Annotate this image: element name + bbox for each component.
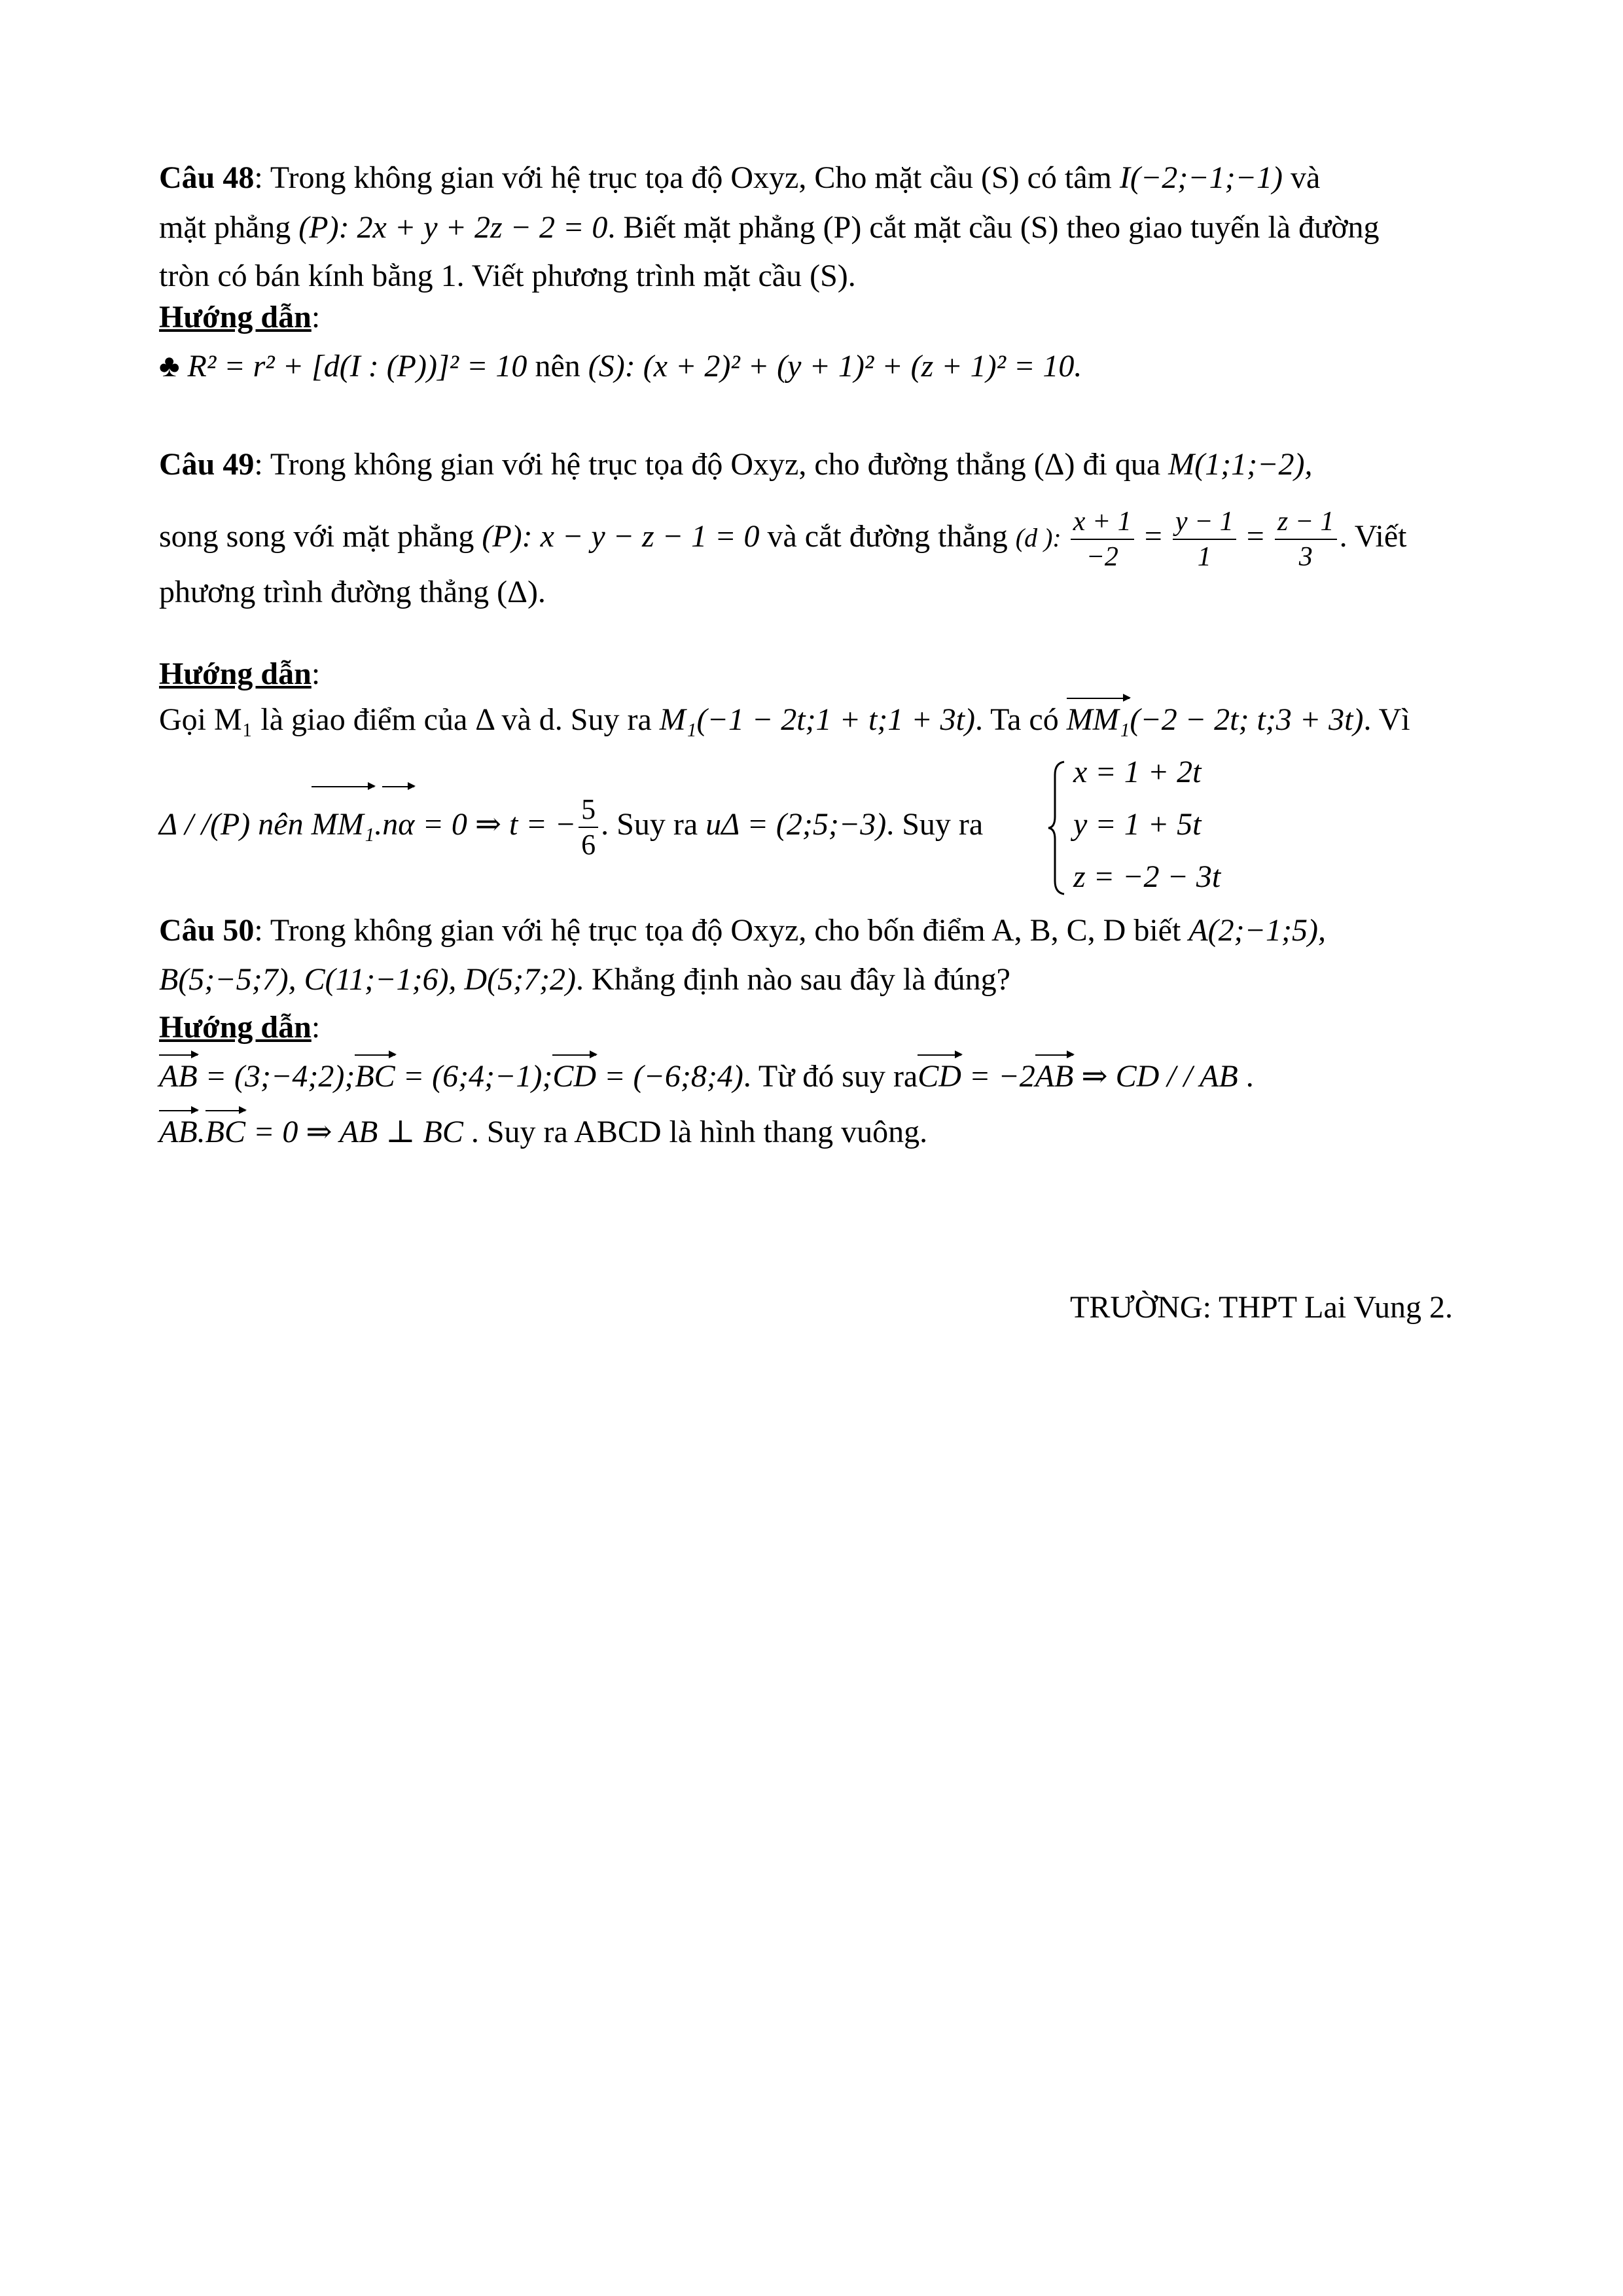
q49-line3: phương trình đường thẳng (Δ). bbox=[159, 575, 546, 609]
q50-vector-ab3: AB bbox=[159, 1113, 198, 1152]
q49-sol2-frac bbox=[579, 793, 598, 862]
q50-point-a: A(2;−1;5), bbox=[1188, 913, 1326, 948]
q49-line2 bbox=[159, 501, 1406, 573]
q50-number: Câu 50 bbox=[159, 913, 255, 948]
q49-sol2-frac-den: 6 bbox=[581, 828, 596, 861]
q49-sol-line1 bbox=[159, 700, 1410, 740]
q49-sol1-text: Gọi M₁ là giao điểm của Δ và d. Suy ra bbox=[159, 702, 660, 737]
q50-vector-cd: CD bbox=[552, 1057, 596, 1096]
q49-sol2-dot: . bbox=[374, 807, 383, 842]
q48-solution bbox=[159, 347, 1082, 386]
q49-sol2-u: uΔ = (2;5;−3) bbox=[705, 807, 887, 842]
q49-eq1: = bbox=[1136, 519, 1170, 554]
q49-eq2: = bbox=[1238, 519, 1272, 554]
q50-cd-value: = (−6;8;4) bbox=[596, 1059, 743, 1094]
q50-vector-bc: BC bbox=[355, 1057, 395, 1096]
q48-guide: Hướng dẫn bbox=[159, 300, 312, 334]
q50-sol1-e: . bbox=[1238, 1059, 1254, 1094]
q49-sol1-m1: M₁(−1 − 2t;1 + t;1 + 3t) bbox=[659, 702, 975, 737]
q48-line2 bbox=[159, 208, 1380, 247]
q50-line2 bbox=[159, 960, 1010, 999]
q48-sol-formula: ♣ R² = r² + [d(I : (P))]² = 10 bbox=[159, 349, 527, 384]
q50-sol1-b: . Từ đó suy ra bbox=[743, 1059, 918, 1094]
q48-text2a: mặt phẳng bbox=[159, 210, 299, 245]
q49-frac-x bbox=[1071, 505, 1134, 574]
q50-sol1-c: = −2 bbox=[961, 1059, 1035, 1094]
q49-sol2-frac-num: 5 bbox=[579, 793, 598, 828]
q49-guide-heading bbox=[159, 655, 320, 694]
q49-point: M(1;1;−2), bbox=[1168, 447, 1313, 482]
q50-sol-line1 bbox=[159, 1057, 1254, 1096]
q50-sol-line2 bbox=[159, 1113, 927, 1152]
q50-bc-value: = (6;4;−1); bbox=[395, 1059, 553, 1094]
q48-line1 bbox=[159, 158, 1320, 198]
q49-sol2-vector2: nα bbox=[382, 789, 414, 861]
q50-guide: Hướng dẫn bbox=[159, 1010, 312, 1045]
q49-sys-x: x = 1 + 2t bbox=[1073, 755, 1202, 789]
q49-sol2-c: . Suy ra bbox=[601, 807, 706, 842]
q49-frac-y-den: 1 bbox=[1197, 541, 1211, 572]
q50-vector-bc2: BC bbox=[205, 1113, 245, 1152]
q48-sol-text: nên bbox=[527, 349, 588, 384]
q49-sol-line2 bbox=[159, 789, 983, 861]
q50-vector-ab: AB bbox=[159, 1057, 198, 1096]
q48-plane: (P): 2x + y + 2z − 2 = 0 bbox=[298, 210, 608, 245]
q48-sol-sphere: (S): (x + 2)² + (y + 1)² + (z + 1)² = 10. bbox=[588, 349, 1082, 384]
q50-guide-heading bbox=[159, 1008, 320, 1047]
q50-sol2-b: = 0 ⇒ AB ⊥ BC bbox=[245, 1115, 463, 1149]
q49-frac-z-den: 3 bbox=[1298, 541, 1313, 572]
q49-guide-colon: : bbox=[311, 656, 321, 691]
q49-frac-z-num: z − 1 bbox=[1275, 505, 1337, 540]
q49-text2b: và cắt đường thẳng bbox=[759, 519, 1016, 554]
q49-sol2-b: = 0 ⇒ t = − bbox=[414, 807, 577, 842]
q50-line1 bbox=[159, 911, 1326, 950]
q48-number: Câu 48 bbox=[159, 160, 255, 195]
q49-sol1-d: . Vì bbox=[1363, 702, 1410, 737]
q50-sol1-d: ⇒ CD / / AB bbox=[1073, 1059, 1238, 1094]
brace-icon bbox=[1047, 759, 1067, 897]
q49-guide: Hướng dẫn bbox=[159, 656, 312, 691]
q49-frac-z bbox=[1275, 505, 1337, 574]
q49-text1b: ) đi qua bbox=[1064, 447, 1169, 482]
q50-ab-value: = (3;−4;2); bbox=[197, 1059, 355, 1094]
q48-line3: tròn có bán kính bằng 1. Viết phương trình mặt cầu (S). bbox=[159, 259, 856, 293]
q48-center: I(−2;−1;−1) bbox=[1119, 160, 1283, 195]
q49-sol1-vector: MM₁ bbox=[1067, 700, 1130, 740]
q49-d-label: (d ): bbox=[1015, 523, 1068, 552]
q48-guide-heading bbox=[159, 298, 320, 337]
q49-sol1-b: . Ta có bbox=[974, 702, 1067, 737]
q50-guide-colon: : bbox=[311, 1010, 321, 1045]
q48-guide-colon: : bbox=[311, 300, 321, 334]
q49-sol2-vector1: MM₁ bbox=[312, 789, 375, 861]
q49-sys-y: y = 1 + 5t bbox=[1073, 807, 1202, 842]
q49-sol2-d: . Suy ra bbox=[886, 807, 984, 842]
q50-dot: . bbox=[197, 1115, 205, 1149]
q49-frac-y-num: y − 1 bbox=[1173, 505, 1236, 540]
q49-sol2-a: Δ / /(P) nên bbox=[159, 807, 312, 842]
q50-points: B(5;−5;7), C(11;−1;6), D(5;7;2) bbox=[159, 962, 577, 997]
q48-text1: : Trong không gian với hệ trục tọa độ Oxyz, Cho mặt cầu (S) có tâm bbox=[254, 160, 1120, 195]
q49-frac-x-num: x + 1 bbox=[1071, 505, 1134, 540]
q50-text2: . Khẳng định nào sau đây là đúng? bbox=[576, 962, 1010, 997]
school-signature: TRƯỜNG: THPT Lai Vung 2. bbox=[1070, 1290, 1454, 1325]
q49-plane: (P): x − y − z − 1 = 0 bbox=[482, 519, 760, 554]
q49-number: Câu 49 bbox=[159, 447, 255, 482]
q50-text1: : Trong không gian với hệ trục tọa độ Oxyz, cho bốn điểm A, B, C, D biết bbox=[254, 913, 1189, 948]
q49-text2-end: . Viết bbox=[1339, 519, 1407, 554]
q49-frac-y bbox=[1173, 505, 1236, 574]
q49-sol1-c: (−2 − 2t; t;3 + 3t) bbox=[1130, 702, 1364, 737]
q49-frac-x-den: −2 bbox=[1086, 541, 1118, 572]
q49-text1: : Trong không gian với hệ trục tọa độ Oxyz, cho đường thẳng ( bbox=[254, 447, 1044, 482]
q48-text1-end: và bbox=[1282, 160, 1321, 195]
q49-sys-z: z = −2 − 3t bbox=[1073, 859, 1221, 894]
q48-text2b: . Biết mặt phẳng (P) cắt mặt cầu (S) theo giao tuyến là đường bbox=[607, 210, 1380, 245]
q49-delta: Δ bbox=[1044, 447, 1065, 482]
q50-vector-cd2: CD bbox=[918, 1057, 961, 1096]
q50-sol2-c: . Suy ra ABCD là hình thang vuông. bbox=[463, 1115, 928, 1149]
q49-text2a: song song với mặt phẳng bbox=[159, 519, 482, 554]
q49-line1 bbox=[159, 445, 1312, 484]
q50-vector-ab2: AB bbox=[1035, 1057, 1074, 1096]
